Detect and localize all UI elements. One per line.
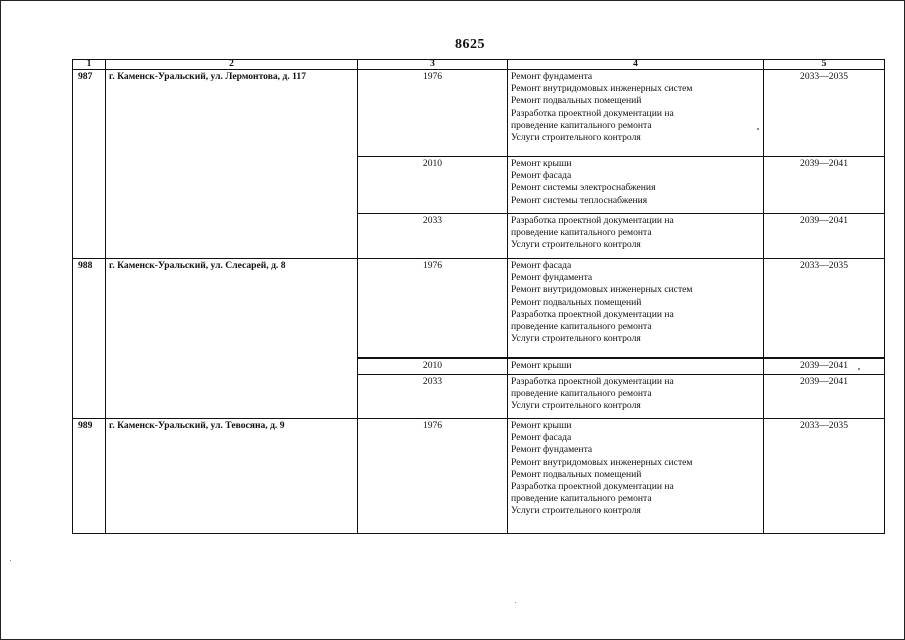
stage-year: 1976 <box>358 419 508 534</box>
col-header-4: 4 <box>508 60 764 70</box>
col-header-3: 3 <box>358 60 508 70</box>
work-item: Ремонт подвальных помещений <box>511 95 642 107</box>
works-cell <box>508 419 764 534</box>
works-cell <box>508 157 764 214</box>
work-item: проведение капитального ремонта <box>511 321 652 333</box>
work-item: Ремонт внутридомовых инженерных систем <box>511 456 693 468</box>
scan-speck <box>10 560 11 561</box>
table-row <box>73 259 885 359</box>
table-row <box>73 70 885 157</box>
work-item: Ремонт фундамента <box>511 444 593 456</box>
repair-period: 2033—2035 <box>764 419 885 534</box>
work-item: Разработка проектной документации на <box>511 376 674 387</box>
capital-repair-table <box>72 59 885 534</box>
work-item: Ремонт системы теплоснабжения <box>511 194 648 206</box>
work-item: Услуги строительного контроля <box>511 239 641 251</box>
stage-year: 2033 <box>358 375 508 419</box>
work-item: Ремонт фасада <box>511 260 572 271</box>
work-item: Ремонт фундамента <box>511 71 593 82</box>
col-header-1: 1 <box>73 60 106 70</box>
work-item: Ремонт фундамента <box>511 272 593 284</box>
work-item: проведение капитального ремонта <box>511 388 652 400</box>
page-number: 8625 <box>455 37 485 52</box>
work-item: проведение капитального ремонта <box>511 227 652 239</box>
work-item: проведение капитального ремонта <box>511 493 652 505</box>
work-item: Ремонт фасада <box>511 432 572 444</box>
work-item: Ремонт крыши <box>511 158 572 169</box>
work-item: Ремонт системы электроснабжения <box>511 182 656 194</box>
work-item: Ремонт внутридомовых инженерных систем <box>511 83 693 95</box>
repair-period: 2033—2035 <box>764 70 885 157</box>
stage-year: 1976 <box>358 259 508 359</box>
stage-year: 2033 <box>358 214 508 259</box>
work-item: Разработка проектной документации на <box>511 308 674 320</box>
col-header-2: 2 <box>106 60 358 70</box>
work-item: Разработка проектной документации на <box>511 215 674 226</box>
works-cell <box>508 358 764 375</box>
work-item: Услуги строительного контроля <box>511 132 641 144</box>
works-cell <box>508 70 764 157</box>
stage-year: 2010 <box>358 358 508 375</box>
repair-period: 2039—2041 <box>764 214 885 259</box>
scan-speck <box>757 128 759 130</box>
house-address: г. Каменск-Уральский, ул. Тевосяна, д. 9 <box>106 419 358 534</box>
repair-period: 2033—2035 <box>764 259 885 359</box>
work-item: Услуги строительного контроля <box>511 333 641 345</box>
work-item: Услуги строительного контроля <box>511 400 641 412</box>
works-cell <box>508 375 764 419</box>
work-item: Услуги строительного контроля <box>511 505 641 517</box>
work-item: Ремонт фасада <box>511 170 572 182</box>
stage-year: 2010 <box>358 157 508 214</box>
works-cell <box>508 214 764 259</box>
house-number: 987 <box>73 70 106 259</box>
repair-period: 2039—2041 <box>764 157 885 214</box>
house-address: г. Каменск-Уральский, ул. Слесарей, д. 8 <box>106 259 358 419</box>
work-item: проведение капитального ремонта <box>511 119 652 131</box>
works-cell <box>508 259 764 359</box>
house-number: 989 <box>73 419 106 534</box>
work-item: Ремонт крыши <box>511 360 572 371</box>
table-body <box>73 70 885 534</box>
work-item: Ремонт внутридомовых инженерных систем <box>511 284 693 296</box>
work-item: Ремонт подвальных помещений <box>511 468 642 480</box>
repair-period: 2039—2041 <box>764 358 885 375</box>
table-row <box>73 419 885 534</box>
house-address: г. Каменск-Уральский, ул. Лермонтова, д. 117 <box>106 70 358 259</box>
work-item: Ремонт крыши <box>511 420 572 431</box>
work-item: Разработка проектной документации на <box>511 107 674 119</box>
work-item: Ремонт подвальных помещений <box>511 296 642 308</box>
col-header-5: 5 <box>764 60 885 70</box>
work-item: Разработка проектной документации на <box>511 481 674 493</box>
repair-period: 2039—2041 <box>764 375 885 419</box>
scan-speck <box>515 602 516 603</box>
stage-year: 1976 <box>358 70 508 157</box>
header-row <box>73 60 885 70</box>
house-number: 988 <box>73 259 106 419</box>
scan-speck <box>858 368 860 370</box>
